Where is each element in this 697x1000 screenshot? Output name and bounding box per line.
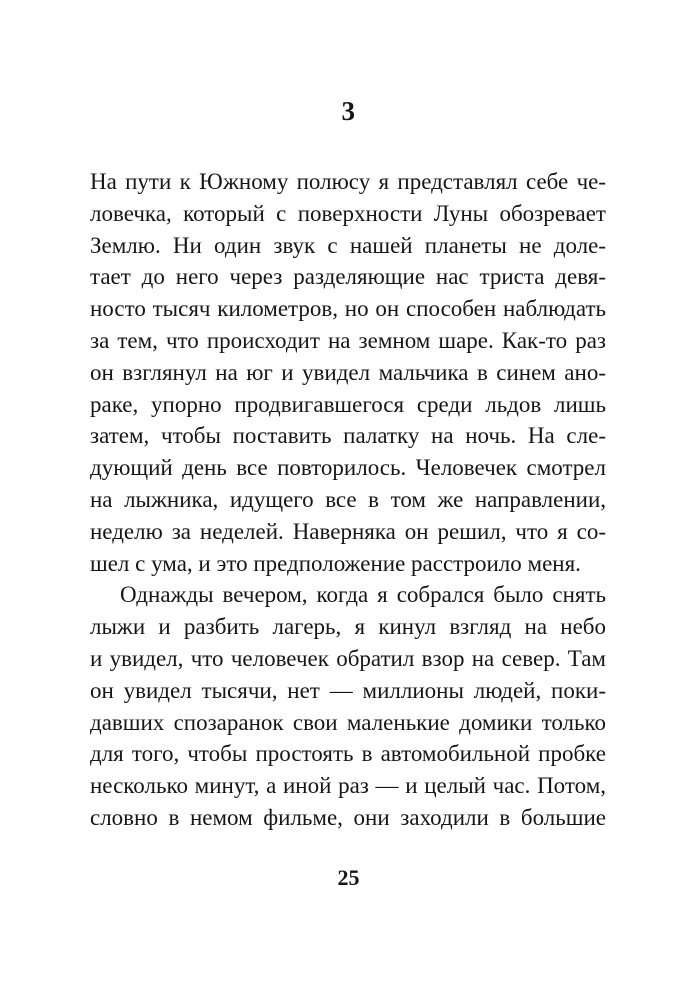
text-line: он взглянул на юг и увидел мальчика в синем ано- [90, 359, 606, 385]
text-line: Землю. Ни один звук с нашей планеты не доле- [90, 232, 606, 258]
text-line: он увидел тысячи, нет — миллионы людей, поки- [90, 677, 606, 703]
text-line: лыжи и разбить лагерь, я кинул взгляд на небо [90, 614, 606, 640]
text-line: на лыжника, идущего все в том же направлении, [90, 486, 606, 512]
page-number: 25 [337, 865, 360, 890]
text-line: тает до него через разделяющие нас триста девя- [90, 264, 606, 290]
text-line: носто тысяч километров, но он способен наблюдать [90, 296, 606, 322]
text-line: На пути к Южному полюсу я представлял себе че- [90, 169, 606, 194]
text-line: и увидел, что человечек обратил взор на север. Там [90, 645, 606, 671]
page-text [90, 166, 606, 834]
text-line: ловечка, который с поверхности Луны обозревает [90, 200, 606, 226]
text-line: несколько минут, а иной раз — и целый час. Потом, [90, 773, 606, 799]
text-line: словно в немом фильме, они заходили в большие [90, 804, 606, 830]
text-line: неделю за неделей. Наверняка он решил, что я со- [90, 518, 606, 544]
text-line: раке, упорно продвигавшегося среди льдов лишь [90, 391, 606, 417]
text-line: затем, чтобы поставить палатку на ночь. На сле- [90, 423, 606, 449]
text-line: Однажды вечером, когда я собрался было снять [120, 582, 606, 608]
text-line: за тем, что происходит на земном шаре. Как-то раз [90, 327, 606, 353]
text-line: дующий день все повторилось. Человечек смотрел [90, 455, 606, 481]
text-line: давших спозаранок свои маленькие домики только [90, 709, 606, 735]
text-line: для того, чтобы простоять в автомобильной пробке [90, 741, 606, 767]
text-line: шел с ума, и это предположение расстроило меня. [90, 550, 581, 576]
chapter-number: 3 [341, 96, 356, 126]
